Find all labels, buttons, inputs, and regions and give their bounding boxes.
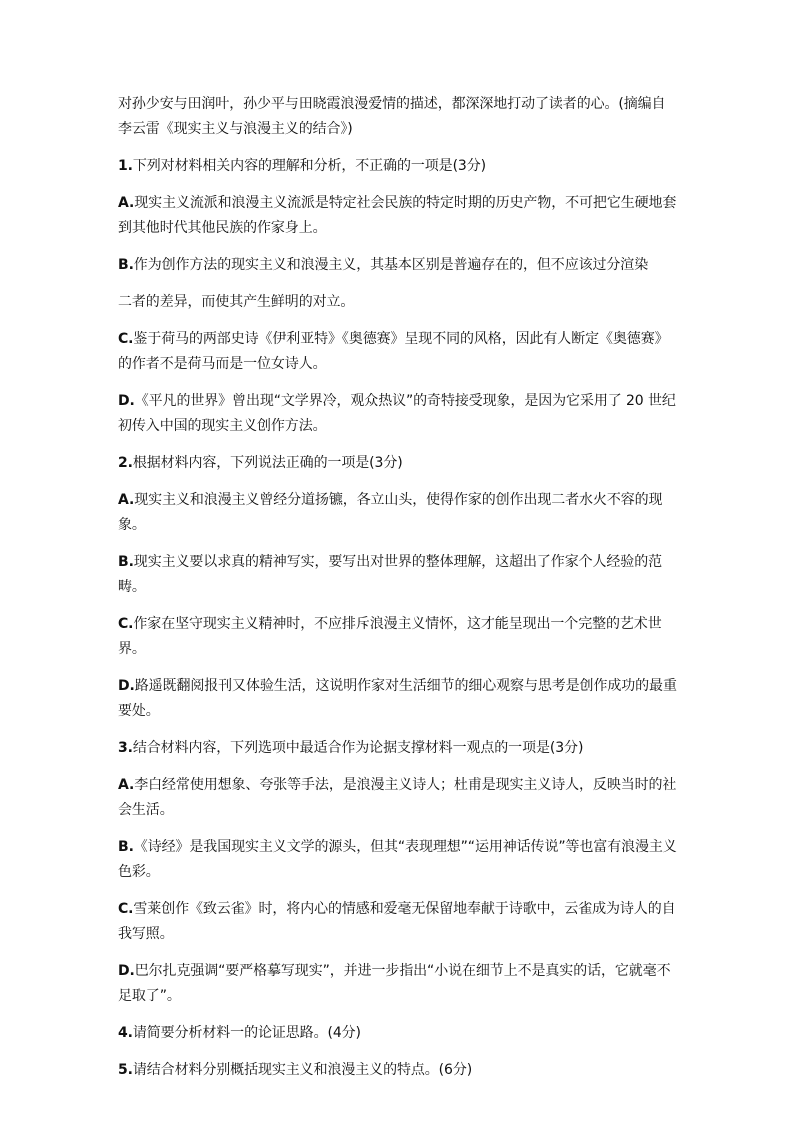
intro-paragraph <box>118 92 678 142</box>
question-number: 3. <box>118 740 133 756</box>
option-text: 雪莱创作《致云雀》时，将内心的情感和爱毫无保留地奉献于诗歌中，云雀成为诗人的自我写照。 <box>118 901 676 942</box>
question-stem-text: 请结合材料分别概括现实主义和浪漫主义的特点。(6分) <box>132 1062 473 1078</box>
question-3-option-c <box>118 897 678 947</box>
question-1-option-b <box>118 253 678 278</box>
option-text: 作家在坚守现实主义精神时，不应排斥浪漫主义情怀，这才能呈现出一个完整的艺术世界。 <box>118 616 662 657</box>
option-label: D. <box>118 393 135 409</box>
question-stem-text: 下列对材料相关内容的理解和分析，不正确的一项是(3分) <box>132 158 487 174</box>
question-3-stem <box>118 736 678 761</box>
option-label: B. <box>118 554 134 570</box>
question-3-option-a <box>118 773 678 823</box>
question-1-option-b-continuation <box>118 290 678 315</box>
option-label: B. <box>118 257 134 273</box>
question-5-stem <box>118 1058 678 1083</box>
question-2-stem <box>118 451 678 476</box>
question-number: 4. <box>118 1025 133 1041</box>
intro-text: 对孙少安与田润叶，孙少平与田晓霞浪漫爱情的描述，都深深地打动了读者的心。(摘编自李云雷《现实主义与浪漫主义的结合》) <box>118 96 666 137</box>
question-stem-text: 根据材料内容，下列说法正确的一项是(3分) <box>132 455 403 471</box>
question-1-option-a <box>118 191 678 241</box>
question-stem-text: 请简要分析材料一的论证思路。(4分) <box>132 1025 361 1041</box>
option-text-continuation: 二者的差异，而使其产生鲜明的对立。 <box>118 294 355 310</box>
option-label: C. <box>118 616 134 632</box>
question-2-option-c <box>118 612 678 662</box>
option-label: D. <box>118 963 135 979</box>
option-text: 鉴于荷马的两部史诗《伊利亚特》《奥德赛》呈现不同的风格，因此有人断定《奥德赛》的作者不是荷马而是一位女诗人。 <box>118 331 669 372</box>
question-stem-text: 结合材料内容，下列选项中最适合作为论据支撑材料一观点的一项是(3分) <box>132 740 584 756</box>
question-2-option-b <box>118 550 678 600</box>
question-3-option-b <box>118 835 678 885</box>
option-text: 《平凡的世界》曾出现“文学界冷，观众热议”的奇特接受现象，是因为它采用了 20 世纪初传入中国的现实主义创作方法。 <box>118 393 676 434</box>
option-label: C. <box>118 901 134 917</box>
question-1-stem <box>118 154 678 179</box>
question-3-option-d <box>118 959 678 1009</box>
document-page <box>118 92 678 1095</box>
question-1-option-d <box>118 389 678 439</box>
question-1-option-c <box>118 327 678 377</box>
option-label: D. <box>118 678 135 694</box>
question-number: 5. <box>118 1062 133 1078</box>
question-number: 2. <box>118 455 133 471</box>
question-2-option-a <box>118 488 678 538</box>
question-4-stem <box>118 1021 678 1046</box>
option-text: 路遥既翻阅报刊又体验生活，这说明作家对生活细节的细心观察与思考是创作成功的最重要处。 <box>118 678 677 719</box>
option-label: A. <box>118 777 135 793</box>
option-label: C. <box>118 331 134 347</box>
option-text: 巴尔扎克强调“要严格摹写现实”，并进一步指出“小说在细节上不是真实的话，它就毫不足取了”。 <box>118 963 671 1004</box>
option-text: 现实主义要以求真的精神写实，要写出对世界的整体理解，这超出了作家个人经验的范畴。 <box>118 554 662 595</box>
option-label: A. <box>118 492 135 508</box>
option-text: 现实主义流派和浪漫主义流派是特定社会民族的特定时期的历史产物，不可把它生硬地套到其他时代其他民族的作家身上。 <box>118 195 677 236</box>
option-text: 现实主义和浪漫主义曾经分道扬镳，各立山头，使得作家的创作出现二者水火不容的现象。 <box>118 492 663 533</box>
option-label: A. <box>118 195 135 211</box>
option-text: 李白经常使用想象、夸张等手法，是浪漫主义诗人；杜甫是现实主义诗人，反映当时的社会生活。 <box>118 777 677 818</box>
option-label: B. <box>118 839 134 855</box>
option-text: 作为创作方法的现实主义和浪漫主义，其基本区别是普遍存在的，但不应该过分渲染 <box>133 257 649 273</box>
question-number: 1. <box>118 158 133 174</box>
question-2-option-d <box>118 674 678 724</box>
option-text: 《诗经》是我国现实主义文学的源头，但其“表现理想”“运用神话传说”等也富有浪漫主义色彩。 <box>118 839 677 880</box>
